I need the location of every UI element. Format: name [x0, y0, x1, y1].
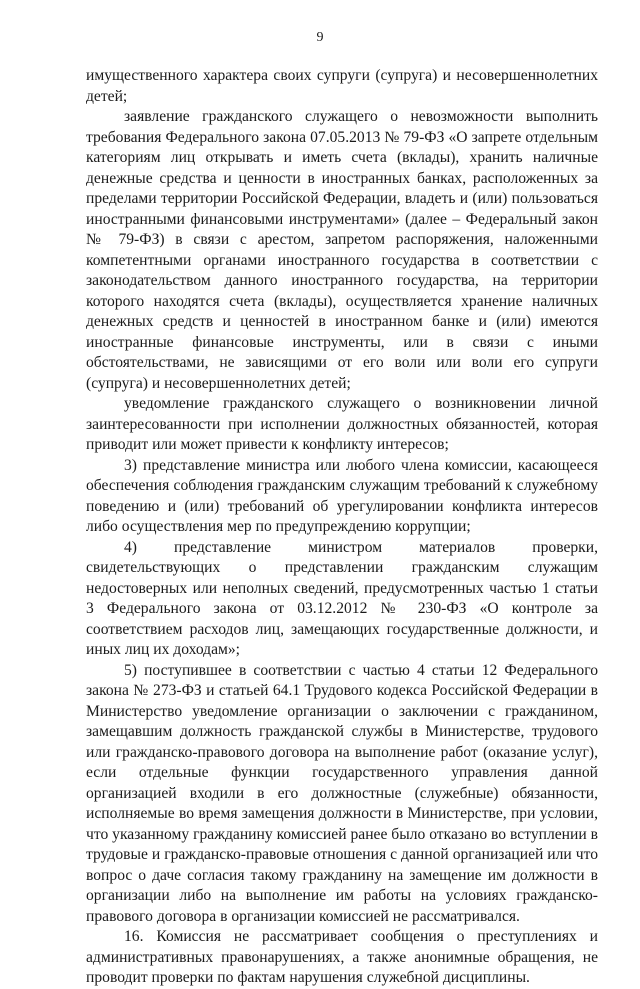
paragraph-item-5: 5) поступившее в соответствии с частью 4 статьи 12 Федерального закона № 273-ФЗ и статьей 64.1 Трудового кодекса Российской Федерации в Министерство уведомление организации о заключении с гражданином, замещавшим должность гражданской службы в Министерстве, трудового или гражданско-правового договора на выполнение работ (оказание услуг), если отдельные функции государственного управления данной организацией входили в его должностные (служебные) обязанности, исполняемые во время замещения должности в Министерстве, при условии, что указанному гражданину комиссией ранее было отказано во вступлении в трудовые и гражданско-правовые отношения с данной организацией или что вопрос о даче согласия такому гражданину на замещение им должности в организации либо на выполнение им работы на условиях гражданско-правового договора в организации комиссией не рассматривался.: [86, 661, 598, 925]
paragraph-item-4: 4) представление министром материалов проверки, свидетельствующих о представлении гражданским служащим недостоверных или неполных сведений, предусмотренных частью 1 статьи 3 Федерального закона от 03.12.2012 № 230-ФЗ «О контроле за соответствием расходов лиц, замещающих государственные должности, и иных лиц их доходам»;: [86, 538, 598, 658]
paragraph-statement-79fz: заявление гражданского служащего о невозможности выполнить требования Федерального закона 07.05.2013 № 79-ФЗ «О запрете отдельным категориям лиц открывать и иметь счета (вклады), хранить наличные денежные средства и ценности в иностранных банках, расположенных за пределами территории Российской Федерации, владеть и (или) пользоваться иностранными финансовыми инструментами» (далее – Федеральный закон № 79-ФЗ) в связи с арестом, запретом распоряжения, наложенными компетентными органами иностранного государства в соответствии с законодательством данного иностранного государства, на территории которого находятся счета (вклады), осуществляется хранение наличных денежных средств и ценностей в иностранном банке и (или) имеются иностранные финансовые инструменты, или в связи с иными обстоятельствами, не зависящими от его воли или воли его супруги (супруга) и несовершеннолетних детей;: [86, 108, 598, 392]
document-body: [86, 66, 598, 989]
paragraph-continuation: имущественного характера своих супруги (супруга) и несовершеннолетних детей;: [86, 67, 598, 105]
paragraph-notice-conflict: уведомление гражданского служащего о возникновении личной заинтересованности при исполнении должностных обязанностей, которая приводит или может привести к конфликту интересов;: [86, 395, 598, 453]
paragraph-item-3: 3) представление министра или любого члена комиссии, касающееся обеспечения соблюдения гражданским служащим требований к служебному поведению и (или) требований об урегулировании конфликта интересов либо осуществления мер по предупреждению коррупции;: [86, 456, 598, 535]
paragraph-16: 16. Комиссия не рассматривает сообщения о преступлениях и административных правонарушениях, а также анонимные обращения, не проводит проверки по фактам нарушения служебной дисциплины.: [86, 928, 598, 986]
page-number: 9: [316, 30, 324, 45]
